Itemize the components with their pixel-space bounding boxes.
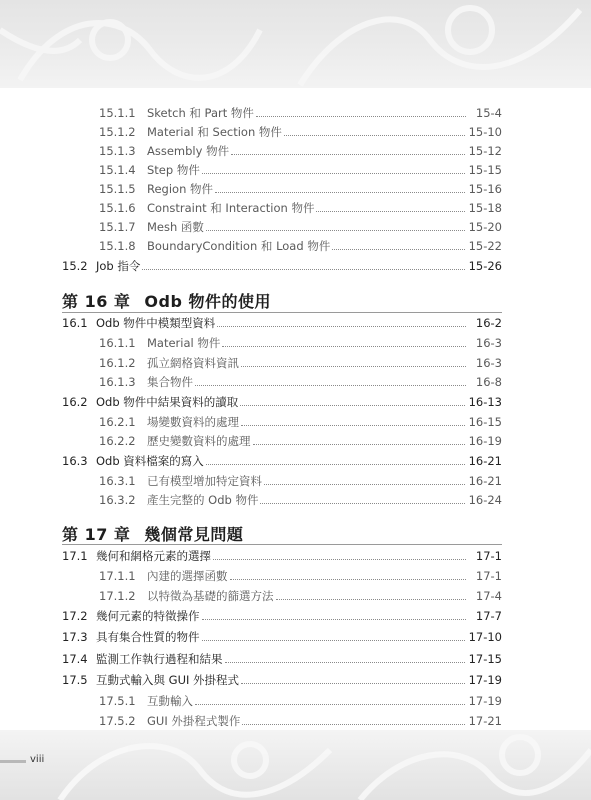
toc-entry[interactable] <box>99 201 502 215</box>
entry-page: 15-16 <box>468 182 502 196</box>
entry-number: 17.1 <box>62 549 88 563</box>
entry-title: 內建的選擇函數 <box>147 569 228 583</box>
entry-number: 16.1.3 <box>99 375 136 389</box>
entry-title: 幾何元素的特徵操作 <box>96 609 200 623</box>
entry-title: Assembly 物件 <box>147 144 230 158</box>
toc-section-entry[interactable] <box>62 609 502 623</box>
entry-number: 16.3 <box>62 454 88 468</box>
entry-page: 16-15 <box>468 415 502 429</box>
dot-leader <box>206 463 465 465</box>
entry-page: 17-4 <box>475 589 502 603</box>
entry-title: Material 和 Section 物件 <box>147 125 282 139</box>
dot-leader <box>195 384 466 386</box>
entry-number: 17.3 <box>62 630 88 644</box>
dot-leader <box>240 404 464 406</box>
toc-entry[interactable] <box>99 434 502 448</box>
entry-page: 15-10 <box>468 125 502 139</box>
dot-leader <box>284 134 465 136</box>
entry-number: 16.2 <box>62 395 88 409</box>
dot-leader <box>241 682 465 684</box>
folio-bar <box>0 760 26 763</box>
chapter-number: 第 16 章 <box>62 292 131 311</box>
entry-number: 17.5.1 <box>99 694 136 708</box>
entry-number: 17.5 <box>62 673 88 687</box>
entry-number: 17.1.1 <box>99 569 136 583</box>
dot-leader <box>241 365 466 367</box>
toc-entry[interactable] <box>99 144 502 158</box>
entry-page: 15-26 <box>468 259 502 273</box>
entry-title: Constraint 和 Interaction 物件 <box>147 201 315 215</box>
entry-page: 15-12 <box>468 144 502 158</box>
dot-leader <box>213 558 466 560</box>
entry-page: 16-13 <box>468 395 502 409</box>
toc-section-entry[interactable] <box>62 316 502 330</box>
entry-page: 16-2 <box>475 316 502 330</box>
entry-number: 16.3.1 <box>99 474 136 488</box>
entry-number: 15.1.5 <box>99 182 136 196</box>
entry-number: 15.1.8 <box>99 239 136 253</box>
toc-entry[interactable] <box>99 569 502 583</box>
entry-title: Odb 物件中結果資料的讀取 <box>96 395 239 409</box>
entry-title: 場變數資料的處理 <box>147 415 239 429</box>
entry-page: 16-3 <box>475 356 502 370</box>
entry-number: 16.1.2 <box>99 356 136 370</box>
toc-section-entry[interactable] <box>62 395 502 409</box>
entry-page: 17-21 <box>468 714 502 728</box>
toc-section-entry[interactable] <box>62 673 502 687</box>
entry-page: 15-20 <box>468 220 502 234</box>
entry-page: 15-22 <box>468 239 502 253</box>
entry-number: 15.2 <box>62 259 88 273</box>
swirl-ornament <box>0 0 591 88</box>
entry-page: 16-19 <box>468 434 502 448</box>
toc-section-entry[interactable] <box>62 549 502 563</box>
dot-leader <box>260 502 464 504</box>
dot-leader <box>332 248 464 250</box>
entry-title: 互動式輸入與 GUI 外掛程式 <box>96 673 240 687</box>
toc-entry[interactable] <box>99 220 502 234</box>
chapter-number: 第 17 章 <box>62 525 131 544</box>
entry-title: 產生完整的 Odb 物件 <box>147 493 259 507</box>
chapter-heading[interactable] <box>62 289 271 312</box>
dot-leader <box>231 153 464 155</box>
entry-page: 16-24 <box>468 493 502 507</box>
toc-entry[interactable] <box>99 375 502 389</box>
dot-leader <box>206 229 465 231</box>
entry-title: BoundaryCondition 和 Load 物件 <box>147 239 331 253</box>
chapter-title: Odb 物件的使用 <box>144 292 272 311</box>
entry-number: 15.1.4 <box>99 163 136 177</box>
entry-title: 互動輸入 <box>147 694 193 708</box>
entry-title: 監測工作執行過程和結果 <box>96 652 223 666</box>
entry-number: 17.4 <box>62 652 88 666</box>
entry-page: 16-21 <box>468 454 502 468</box>
toc-entry[interactable] <box>99 163 502 177</box>
entry-page: 15-4 <box>475 106 502 120</box>
entry-title: 孤立網格資料資訊 <box>147 356 239 370</box>
entry-title: GUI 外掛程式製作 <box>147 714 241 728</box>
toc-entry[interactable] <box>99 415 502 429</box>
entry-page: 17-1 <box>475 549 502 563</box>
entry-title: Material 物件 <box>147 336 221 350</box>
entry-page: 15-18 <box>468 201 502 215</box>
entry-number: 16.2.2 <box>99 434 136 448</box>
toc-entry[interactable] <box>99 493 502 507</box>
entry-number: 16.3.2 <box>99 493 136 507</box>
entry-title: 具有集合性質的物件 <box>96 630 200 644</box>
toc-entry[interactable] <box>99 336 502 350</box>
toc-entry[interactable] <box>99 474 502 488</box>
dot-leader <box>202 172 465 174</box>
entry-title: Job 指令 <box>96 259 141 273</box>
entry-title: Odb 資料檔案的寫入 <box>96 454 204 468</box>
dot-leader <box>256 115 466 117</box>
entry-title: 歷史變數資料的處理 <box>147 434 251 448</box>
dot-leader <box>253 443 465 445</box>
entry-page: 17-1 <box>475 569 502 583</box>
entry-page: 17-10 <box>468 630 502 644</box>
entry-title: 已有模型增加特定資料 <box>147 474 262 488</box>
dot-leader <box>230 578 467 580</box>
entry-page: 16-8 <box>475 375 502 389</box>
toc-section-entry[interactable] <box>62 454 502 468</box>
dot-leader <box>225 661 465 663</box>
dot-leader <box>242 723 464 725</box>
entry-number: 16.1.1 <box>99 336 136 350</box>
toc-entry[interactable] <box>99 356 502 370</box>
entry-number: 15.1.6 <box>99 201 136 215</box>
entry-number: 17.5.2 <box>99 714 136 728</box>
dot-leader <box>202 618 467 620</box>
dot-leader <box>264 483 465 485</box>
entry-page: 17-7 <box>475 609 502 623</box>
swirl-ornament-bottom <box>0 730 591 800</box>
entry-page: 16-21 <box>468 474 502 488</box>
toc-entry[interactable] <box>99 694 502 708</box>
toc-section-entry[interactable] <box>62 652 502 666</box>
entry-page: 17-19 <box>468 673 502 687</box>
dot-leader <box>142 268 464 270</box>
entry-page: 17-15 <box>468 652 502 666</box>
entry-number: 15.1.3 <box>99 144 136 158</box>
chapter-title: 幾個常見問題 <box>144 525 244 544</box>
chapter-rule <box>62 312 502 313</box>
toc-entry[interactable] <box>99 239 502 253</box>
entry-page: 15-15 <box>468 163 502 177</box>
dot-leader <box>215 191 465 193</box>
dot-leader <box>241 424 465 426</box>
toc-entry[interactable] <box>99 106 502 120</box>
entry-number: 16.2.1 <box>99 415 136 429</box>
dot-leader <box>195 703 465 705</box>
dot-leader <box>202 639 465 641</box>
entry-title: Region 物件 <box>147 182 214 196</box>
entry-number: 16.1 <box>62 316 88 330</box>
entry-title: Step 物件 <box>147 163 200 177</box>
dot-leader <box>222 345 466 347</box>
dot-leader <box>217 325 466 327</box>
toc-section-entry[interactable] <box>62 259 502 273</box>
entry-title: 以特徵為基礎的篩選方法 <box>147 589 274 603</box>
toc-entry[interactable] <box>99 125 502 139</box>
toc-entry[interactable] <box>99 182 502 196</box>
entry-number: 15.1.7 <box>99 220 136 234</box>
entry-title: Odb 物件中模類型資料 <box>96 316 216 330</box>
entry-number: 15.1.1 <box>99 106 136 120</box>
entry-title: 集合物件 <box>147 375 193 389</box>
entry-number: 17.2 <box>62 609 88 623</box>
page-number: viii <box>30 754 45 765</box>
entry-title: Mesh 函數 <box>147 220 204 234</box>
header-decoration <box>0 0 591 88</box>
chapter-rule <box>62 544 502 545</box>
entry-title: 幾何和網格元素的選擇 <box>96 549 211 563</box>
footer-decoration <box>0 730 591 800</box>
toc-section-entry[interactable] <box>62 630 502 644</box>
entry-number: 17.1.2 <box>99 589 136 603</box>
dot-leader <box>316 210 464 212</box>
dot-leader <box>276 598 467 600</box>
entry-page: 17-19 <box>468 694 502 708</box>
toc-entry[interactable] <box>99 714 502 728</box>
entry-number: 15.1.2 <box>99 125 136 139</box>
entry-title: Sketch 和 Part 物件 <box>147 106 254 120</box>
toc-entry[interactable] <box>99 589 502 603</box>
chapter-heading[interactable] <box>62 522 243 545</box>
entry-page: 16-3 <box>475 336 502 350</box>
